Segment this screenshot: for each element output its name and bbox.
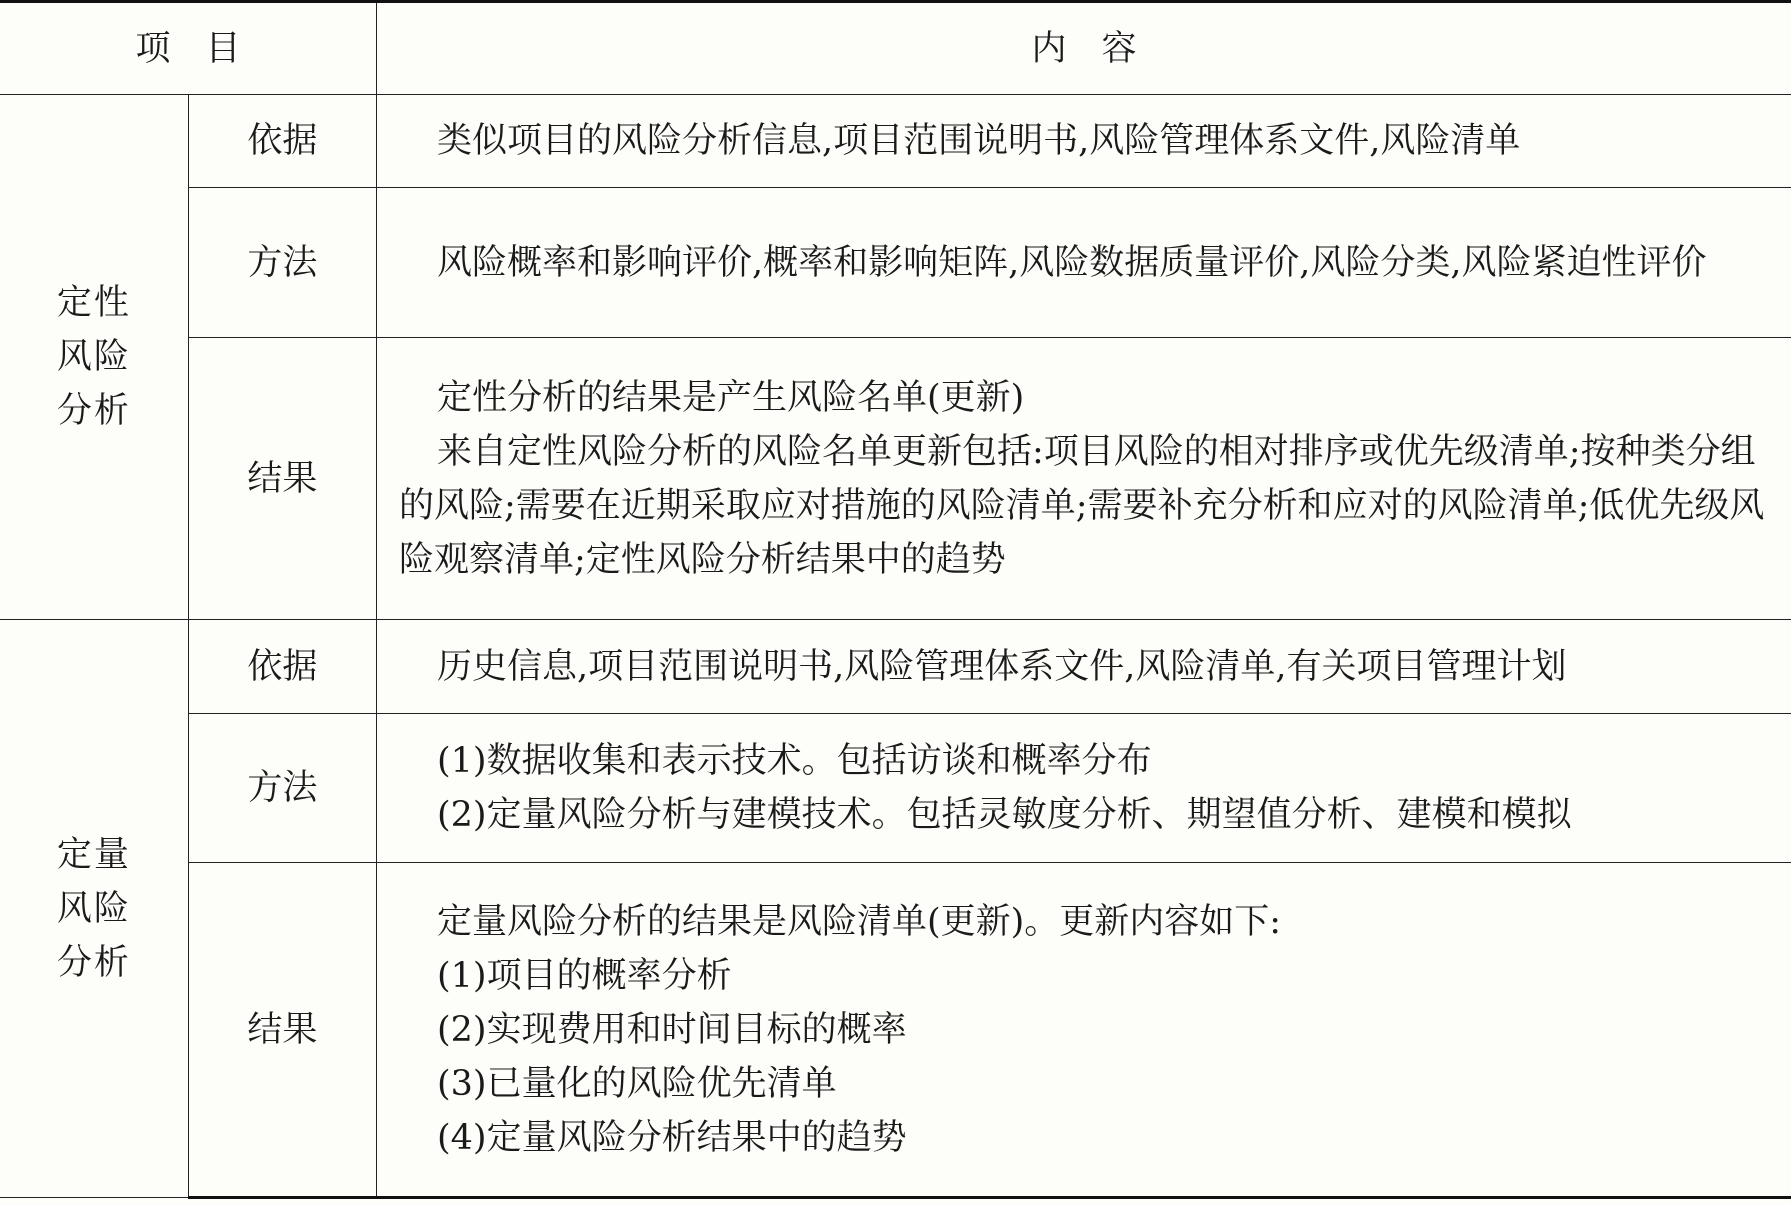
table-row bbox=[0, 188, 1791, 338]
row-content: 定性分析的结果是产生风险名单(更新) 来自定性风险分析的风险名单更新包括:项目风险的相对排序或优先级清单;按种类分组的风险;需要在近期采取应对措施的风险清单;需要补充分析和应对的风险清单;低优先级风险观察清单;定性风险分析结果中的趋势 bbox=[377, 338, 1791, 620]
table-row bbox=[0, 620, 1791, 714]
table-row bbox=[0, 863, 1791, 1198]
row-content: 风险概率和影响评价,概率和影响矩阵,风险数据质量评价,风险分类,风险紧迫性评价 bbox=[377, 188, 1791, 338]
row-label: 方法 bbox=[188, 714, 376, 863]
row-label: 结果 bbox=[188, 338, 376, 620]
table-row bbox=[0, 338, 1791, 620]
row-content: 历史信息,项目范围说明书,风险管理体系文件,风险清单,有关项目管理计划 bbox=[377, 620, 1791, 714]
table-row bbox=[0, 95, 1791, 188]
table-row bbox=[0, 714, 1791, 863]
row-label: 依据 bbox=[188, 620, 376, 714]
row-content: 定量风险分析的结果是风险清单(更新)。更新内容如下: (1)项目的概率分析 (2)实现费用和时间目标的概率 (3)已量化的风险优先清单 (4)定量风险分析结果中的趋势 bbox=[377, 863, 1791, 1198]
row-content: 类似项目的风险分析信息,项目范围说明书,风险管理体系文件,风险清单 bbox=[377, 95, 1791, 188]
row-label: 依据 bbox=[188, 95, 376, 188]
header-row bbox=[0, 2, 1791, 95]
row-label: 方法 bbox=[188, 188, 376, 338]
header-content: 内 容 bbox=[377, 2, 1791, 95]
category-qualitative: 定性风险分析 bbox=[0, 95, 188, 620]
header-item: 项 目 bbox=[0, 2, 377, 95]
category-quantitative: 定量风险分析 bbox=[0, 620, 188, 1198]
row-label: 结果 bbox=[188, 863, 376, 1198]
row-content: (1)数据收集和表示技术。包括访谈和概率分布 (2)定量风险分析与建模技术。包括灵敏度分析、期望值分析、建模和模拟 bbox=[377, 714, 1791, 863]
